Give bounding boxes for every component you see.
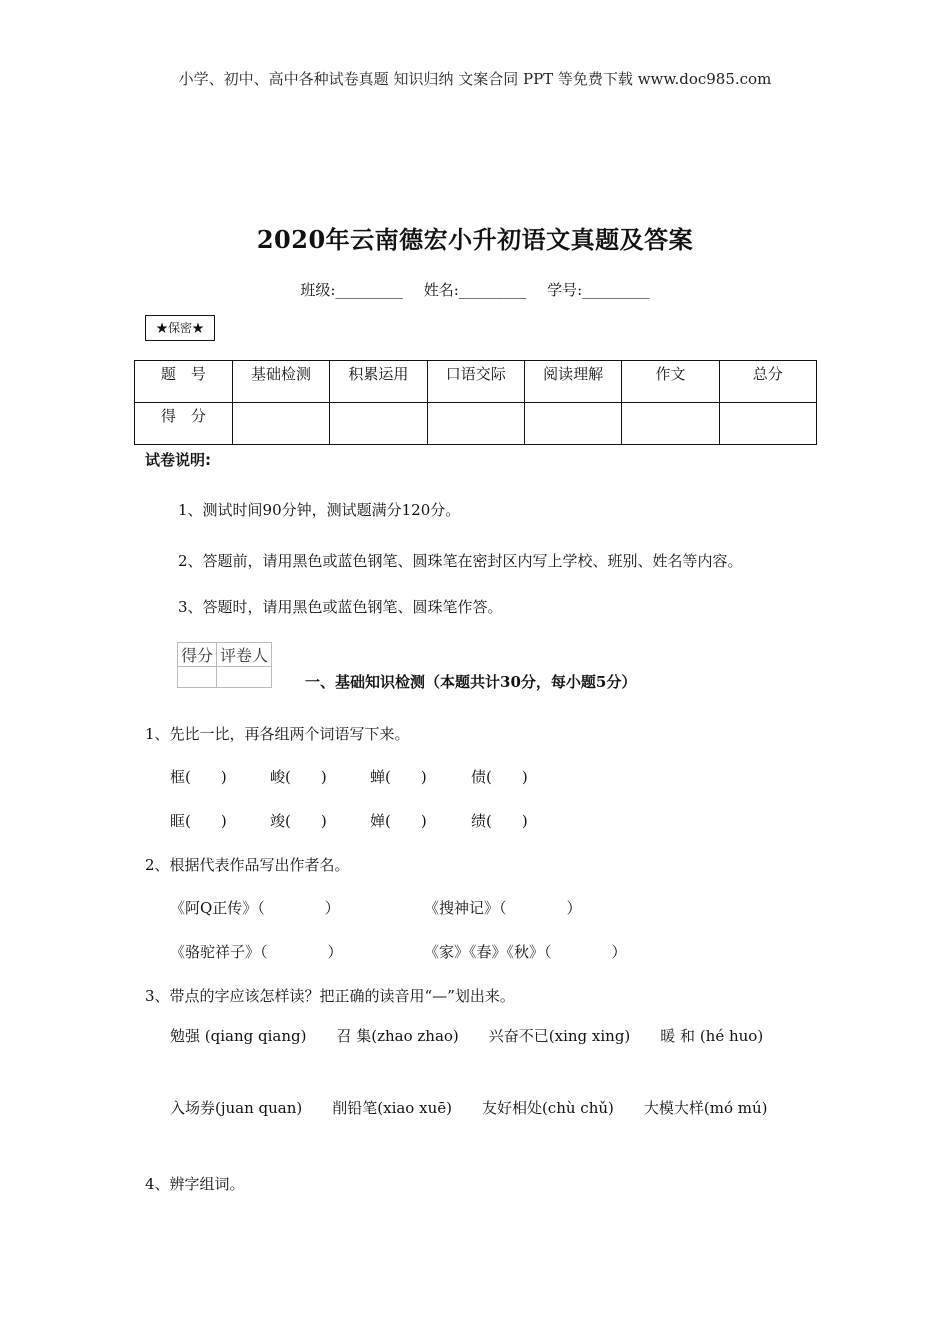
student-info-line	[0, 279, 950, 300]
score-header-cell: 口语交际	[427, 361, 524, 403]
grader-name-cell	[217, 667, 272, 688]
notes-heading: 试卷说明:	[145, 451, 211, 469]
question-3-line-1: 勉强 (qiang qiang) 召 集(zhao zhao) 兴奋不已(xing xing) 暖 和 (hé huo)	[170, 1027, 764, 1045]
score-header-cell: 作文	[622, 361, 719, 403]
word-blank: 债( )	[471, 768, 528, 786]
author-blank: 《阿Q正传》（ ）	[170, 899, 340, 917]
note-item: 3、答题时，请用黑色或蓝色钢笔、圆珠笔作答。	[178, 598, 503, 616]
word-blank: 峻( )	[270, 768, 327, 786]
score-header-cell: 阅读理解	[524, 361, 621, 403]
word-blank: 婵( )	[370, 812, 427, 830]
site-header-text: 小学、初中、高中各种试卷真题 知识归纳 文案合同 PPT 等免费下载 www.doc985.com	[178, 70, 772, 88]
section-heading: 一、基础知识检测（本题共计30分，每小题5分）	[305, 673, 637, 691]
number-field: 学号:_________	[547, 281, 650, 299]
word-blank: 眶( )	[170, 812, 227, 830]
score-cell	[427, 403, 524, 445]
question-3-line-2: 入场券(juan quan) 削铅笔(xiao xuē) 友好相处(chù chǔ) 大模大样(mó mú)	[170, 1099, 768, 1117]
author-blank: 《家》《春》《秋》（ ）	[424, 943, 627, 961]
name-field: 姓名:_________	[423, 281, 527, 299]
score-table-score-row	[135, 403, 817, 445]
score-cell	[622, 403, 719, 445]
page-title: 2020年云南德宏小升初语文真题及答案	[256, 225, 694, 254]
author-blank: 《骆驼祥子》（ ）	[170, 943, 343, 961]
note-item: 2、答题前，请用黑色或蓝色钢笔、圆珠笔在密封区内写上学校、班别、姓名等内容。	[178, 552, 743, 570]
grader-score-label: 得分	[178, 643, 217, 667]
score-table-header-row	[135, 361, 817, 403]
author-blank: 《搜神记》（ ）	[424, 899, 582, 917]
score-row-label: 得 分	[135, 403, 233, 445]
score-header-cell: 基础检测	[232, 361, 329, 403]
secret-label: ★保密★	[145, 315, 215, 341]
word-blank: 蝉( )	[370, 768, 427, 786]
word-blank: 绩( )	[471, 812, 528, 830]
score-header-cell: 积累运用	[330, 361, 427, 403]
question-3: 3、带点的字应该怎样读？把正确的读音用“—”划出来。	[145, 987, 515, 1005]
score-cell	[524, 403, 621, 445]
question-2: 2、根据代表作品写出作者名。	[145, 856, 350, 874]
grader-score-cell	[178, 667, 217, 688]
score-cell	[719, 403, 816, 445]
grader-name-label: 评卷人	[217, 643, 272, 667]
word-blank: 框( )	[170, 768, 227, 786]
note-item: 1、测试时间90分钟，测试题满分120分。	[178, 501, 461, 519]
score-cell	[330, 403, 427, 445]
question-1: 1、先比一比，再各组两个词语写下来。	[145, 725, 410, 743]
question-4: 4、辨字组词。	[145, 1175, 245, 1193]
grader-box	[177, 642, 272, 688]
word-blank: 竣( )	[270, 812, 327, 830]
score-cell	[232, 403, 329, 445]
score-header-cell: 题 号	[135, 361, 233, 403]
class-field: 班级:_________	[300, 281, 403, 299]
score-header-cell: 总分	[719, 361, 816, 403]
score-table	[134, 360, 817, 445]
